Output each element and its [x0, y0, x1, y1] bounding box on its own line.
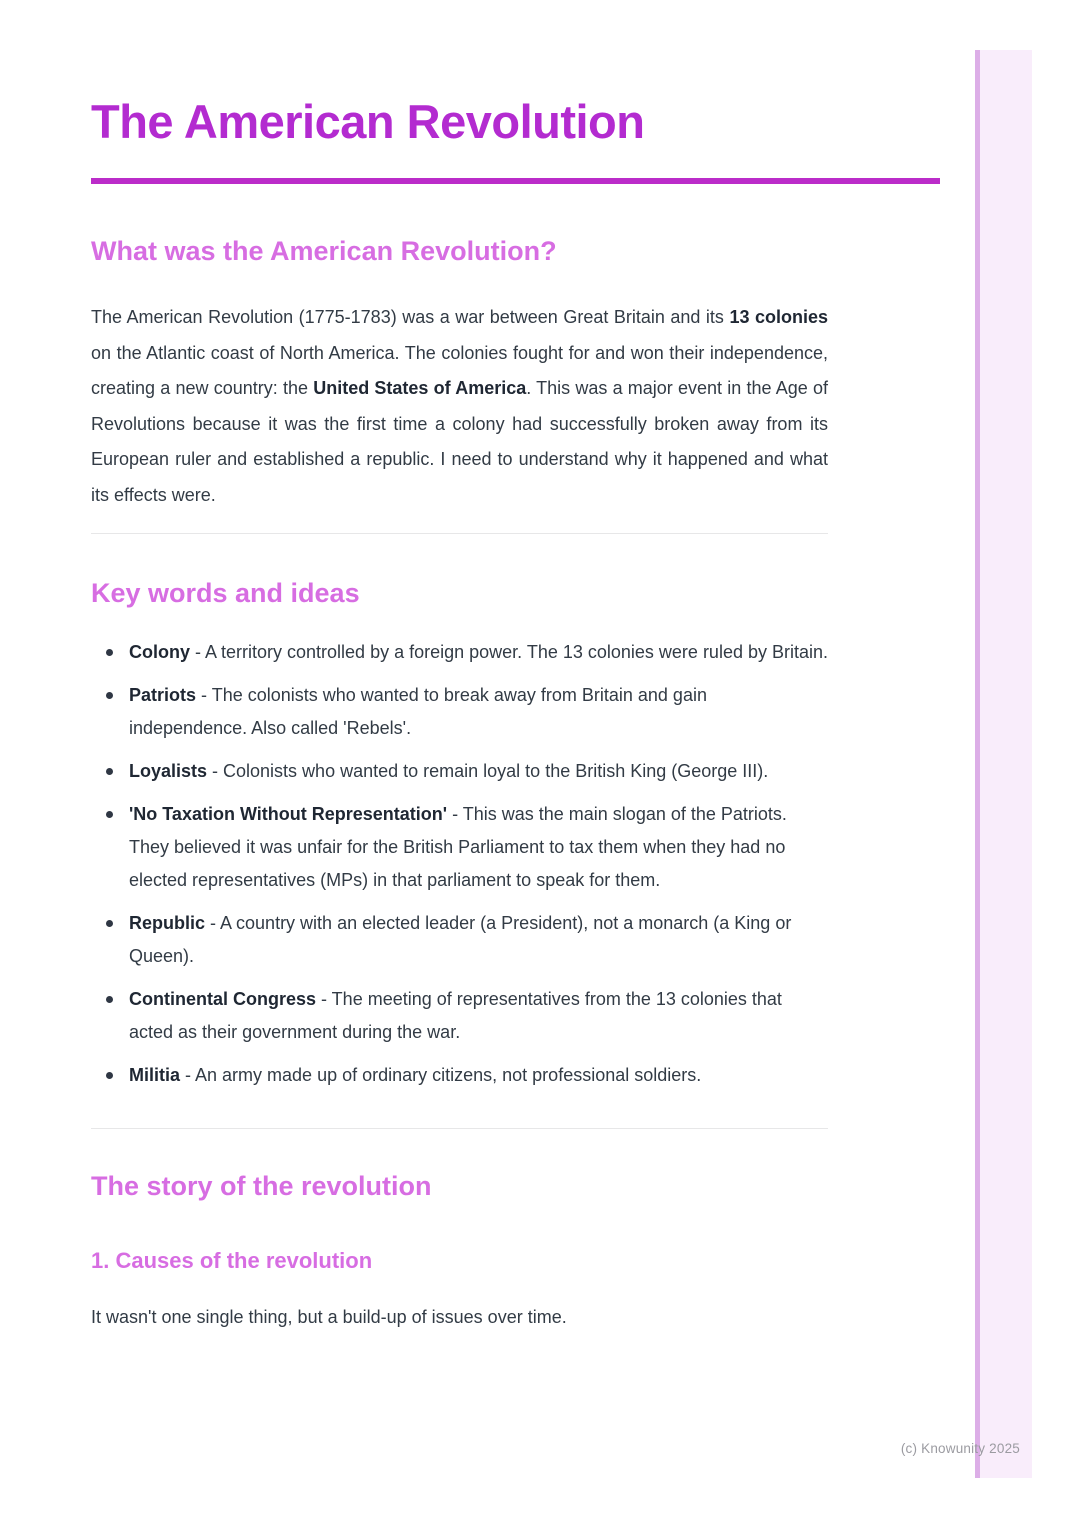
list-item: Republic - A country with an elected leader (a President), not a monarch (a King or Queen).: [91, 907, 828, 973]
page-title: The American Revolution: [91, 95, 645, 148]
intro-paragraph: The American Revolution (1775-1783) was a war between Great Britain and its 13 colonies on the Atlantic coast of North America. The colonies fought for and won their independence, creating a new country: the United States of America. This was a major event in the Age of Revolutions because it was the first time a colony had successfully broken away from its European ruler and established a republic. I need to understand why it happened and what its effects were.: [91, 307, 828, 505]
section-heading-intro: What was the American Revolution?: [91, 236, 557, 266]
list-item: Colony - A territory controlled by a foreign power. The 13 colonies were ruled by Britain.: [91, 636, 828, 669]
section-divider: [91, 1128, 828, 1129]
list-item: 'No Taxation Without Representation' - This was the main slogan of the Patriots. They believed it was unfair for the British Parliament to tax them when they had no elected representatives (MPs) in that parliament to speak for them.: [91, 798, 828, 897]
list-item: Militia - An army made up of ordinary citizens, not professional soldiers.: [91, 1059, 828, 1092]
list-item: Continental Congress - The meeting of representatives from the 13 colonies that acted as their government during the war.: [91, 983, 828, 1049]
list-item: Loyalists - Colonists who wanted to remain loyal to the British King (George III).: [91, 755, 828, 788]
subsection-heading-causes: 1. Causes of the revolution: [91, 1248, 373, 1273]
side-accent-bar: [975, 50, 1032, 1478]
story-paragraph: It wasn't one single thing, but a build-up of issues over time.: [91, 1307, 567, 1327]
section-heading-story: The story of the revolution: [91, 1171, 432, 1201]
title-underline-rule: [91, 178, 940, 184]
copyright-watermark: (c) Knowunity 2025: [900, 1441, 1020, 1456]
document-content: [91, 0, 940, 1329]
section-divider: [91, 533, 828, 534]
section-heading-keywords: Key words and ideas: [91, 578, 360, 608]
list-item: Patriots - The colonists who wanted to break away from Britain and gain independence. Also called 'Rebels'.: [91, 679, 828, 745]
keyword-list: [91, 636, 828, 1092]
